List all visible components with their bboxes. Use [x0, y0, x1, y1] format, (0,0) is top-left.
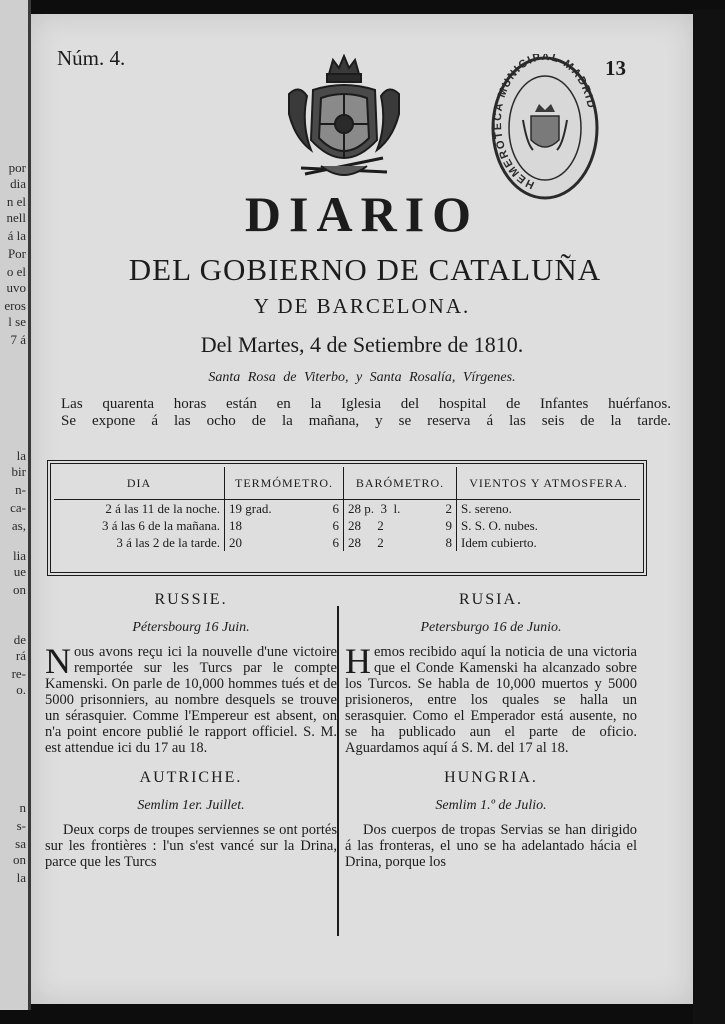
dateline: Pétersbourg 16 Juin. — [132, 620, 250, 635]
stamp-seal-icon — [489, 54, 601, 202]
adjacent-page-text: n el — [6, 194, 26, 209]
dateline: Semlim 1er. Juillet. — [137, 798, 245, 813]
adjacent-page-text: 7 á — [10, 332, 26, 347]
adjacent-page-text: sa — [15, 836, 26, 851]
adjacent-page-text: o el — [6, 264, 26, 279]
adjacent-page-text: on — [13, 582, 26, 597]
royal-coat-of-arms-icon — [281, 54, 407, 188]
adjacent-page-text: la — [16, 448, 26, 463]
article-paragraph — [345, 641, 637, 756]
column-header-termometro: TERMÓMETRO. — [225, 467, 344, 500]
weather-row — [54, 517, 640, 534]
cell-termometro — [225, 500, 344, 518]
article-paragraph — [45, 641, 337, 756]
library-stamp — [489, 54, 601, 202]
term-fraction: 6 — [332, 535, 339, 550]
adjacent-page-text: ue — [13, 564, 26, 579]
term-fraction: 6 — [332, 518, 339, 533]
adjacent-page-text: lia — [13, 548, 26, 563]
newspaper-page — [31, 14, 693, 1004]
term-value: 20 — [229, 535, 242, 550]
section-heading: HUNGRIA. — [444, 769, 538, 786]
dateline: Semlim 1.º de Julio. — [435, 798, 547, 813]
weather-row — [54, 500, 640, 518]
adjacent-page-fragment — [0, 0, 31, 1010]
adjacent-page-text: Por — [7, 246, 26, 261]
issue-date: Del Martes, 4 de Setiembre de 1810. — [200, 332, 524, 357]
drop-cap: N — [45, 641, 71, 681]
section-heading: RUSIA. — [458, 591, 523, 608]
adjacent-page-text: n — [19, 800, 26, 815]
adjacent-page-text: as, — [11, 518, 26, 533]
dateline: Petersburgo 16 de Junio. — [420, 620, 562, 635]
adjacent-page-text: n- — [15, 482, 26, 497]
cell-vientos: S. sereno. — [461, 501, 512, 516]
cell-vientos: S. S. O. nubes. — [461, 518, 538, 533]
baro-fraction: 8 — [445, 535, 452, 550]
masthead-title: DIARIO — [244, 186, 480, 242]
notice-line: Las quarenta horas están en la Iglesia del hospital de Infantes huérfanos. — [61, 396, 671, 412]
adjacent-page-text: nell — [6, 210, 26, 225]
adjacent-page-text: s- — [16, 818, 26, 833]
french-column — [45, 592, 337, 884]
cell-vientos: Idem cubierto. — [461, 535, 537, 550]
page-number: 13 — [605, 56, 626, 80]
church-notice — [61, 396, 671, 430]
cell-termometro — [225, 534, 344, 551]
adjacent-page-text: bir — [11, 464, 26, 479]
masthead-subtitle: DEL GOBIERNO DE CATALUÑA — [128, 252, 602, 287]
adjacent-page-text: dia — [10, 176, 26, 191]
column-header-dia: DIA — [54, 467, 225, 500]
term-fraction: 6 — [332, 501, 339, 516]
svg-text:HEMEROTECA MUNICIPAL MADRID: HEMEROTECA MUNICIPAL MADRID — [491, 54, 598, 191]
page-edge-shadow — [693, 10, 725, 1024]
notice-line: Se expone á las ocho de la mañana, y se reserva á las seis de la tarde. — [61, 413, 671, 429]
cell-termometro — [225, 517, 344, 534]
baro-value: 28 2 — [348, 535, 384, 550]
drop-cap: H — [345, 641, 371, 681]
issue-number: Núm. 4. — [57, 46, 126, 70]
baro-value: 28 p. 3 l. — [348, 501, 401, 516]
cell-barometro — [344, 534, 457, 551]
article-paragraph: Deux corps de troupes serviennes se ont portés sur les frontières : l'un s'est vancé sur la Drina, parce que les Turcs — [45, 822, 337, 870]
column-header-vientos: VIENTOS Y ATMOSFERA. — [457, 467, 641, 500]
adjacent-page-text: rá — [15, 648, 26, 663]
weather-table — [47, 460, 647, 576]
adjacent-page-text: o. — [16, 682, 26, 697]
masthead-subtitle-city: Y DE BARCELONA. — [253, 294, 471, 318]
adjacent-page-text: l se — [8, 314, 26, 329]
saints-of-day: Santa Rosa de Viterbo, y Santa Rosalía, Vírgenes. — [208, 370, 516, 385]
column-header-barometro: BARÓMETRO. — [344, 467, 457, 500]
term-value: 19 grad. — [229, 501, 272, 516]
adjacent-page-text: por — [8, 160, 26, 175]
cell-dia: 3 á las 2 de la tarde. — [54, 534, 225, 551]
adjacent-page-text: la — [16, 870, 26, 885]
adjacent-page-text: re- — [11, 666, 26, 681]
cell-barometro — [344, 517, 457, 534]
section-heading: AUTRICHE. — [139, 769, 243, 786]
adjacent-page-text: ca- — [10, 500, 26, 515]
article-paragraph: Dos cuerpos de tropas Servias se han dirigido á las fronteras, el uno se ha adelantado hácia el Drina, porque los — [345, 822, 637, 870]
baro-fraction: 2 — [445, 501, 452, 516]
adjacent-page-text: on — [13, 852, 26, 867]
baro-fraction: 9 — [445, 518, 452, 533]
cell-dia: 2 á las 11 de la noche. — [54, 500, 225, 518]
term-value: 18 — [229, 518, 242, 533]
spanish-column — [345, 592, 637, 884]
cell-barometro — [344, 500, 457, 518]
adjacent-page-text: uvo — [6, 280, 26, 295]
cell-dia: 3 á las 6 de la mañana. — [54, 517, 225, 534]
article-text: emos recibido aquí la noticia de una victoria que el Conde Kamenski ha alcanzado sobre los Turcos. Se habla de 10,000 muertos y 5000 prisioneros, entre los quales se halla un serasquier. Como el Emperador está ausente, no se ha publicado aun el parte de oficio. Aguardamos aquí á S. M. del 17 al 18. — [345, 644, 637, 756]
adjacent-page-text: eros — [4, 298, 26, 313]
weather-row — [54, 534, 640, 551]
adjacent-page-text: de — [13, 632, 26, 647]
adjacent-page-text: á la — [7, 228, 26, 243]
column-divider — [337, 606, 339, 936]
article-text: ous avons reçu ici la nouvelle d'une victoire remportée sur les Turcs par le compte Kamenski. On parle de 10,000 hommes tués et de 5000 prisonniers, au nombre desquels se trouve un sérasquier. Comme l'Empereur est absent, on n'a point encore publié le rapport officiel. S. M. est attendue ici du 17 au 18. — [45, 644, 337, 756]
section-heading: RUSSIE. — [154, 591, 228, 608]
baro-value: 28 2 — [348, 518, 384, 533]
